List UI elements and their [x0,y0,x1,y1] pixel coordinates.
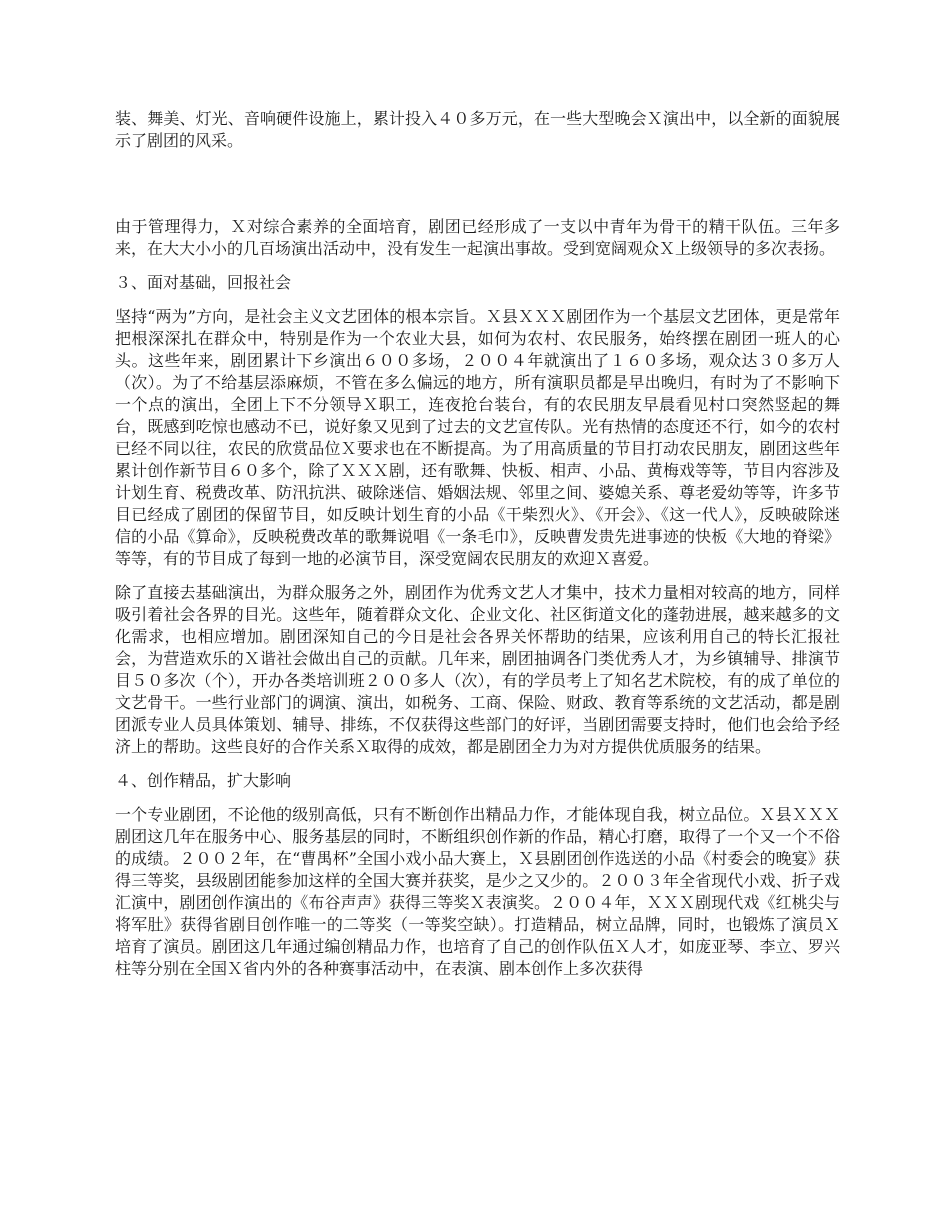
paragraph-facilities: 装、舞美、灯光、音响硬件设施上，累计投入４０多万元，在一些大型晚会Ｘ演出中，以全新的面貌展示了剧团的风采。 [115,109,840,150]
paragraph-creative-works: 一个专业剧团，不论他的级别高低，只有不断创作出精品力作，才能体现自我，树立品位。Ｘ县ＸＸＸ剧团这几年在服务中心、服务基层的同时，不断组织创作新的作品，精心打磨，取得了一个又一个不俗的成绩。２００２年，在“曹禺杯”全国小戏小品大赛上，Ｘ县剧团创作选送的小品《村委会的晚宴》获得三等奖，县级剧团能参加这样的全国大赛并获奖，是少之又少的。２００３年全省现代小戏、折子戏汇演中，剧团创作演出的《布谷声声》获得三等奖Ｘ表演奖。２００４年，ＸＸＸ剧现代戏《红桃尖与将军肚》获得省剧目创作唯一的二等奖（一等奖空缺）。打造精品，树立品牌，同时，也锻炼了演员Ｘ培育了演员。剧团这几年通过编创精品力作，也培育了自己的创作队伍Ｘ人才，如庞亚琴、李立、罗兴柱等分别在全国Ｘ省内外的各种赛事活动中，在表演、剧本创作上多次获得 [115,805,840,978]
paragraph-gap [115,164,840,216]
document-body [115,108,840,992]
paragraph-management: 由于管理得力，Ｘ对综合素养的全面培育，剧团已经形成了一支以中青年为骨干的精干队伍。三年多来，在大大小小的几百场演出活动中，没有发生一起演出事故。受到宽阔观众Ｘ上级领导的多次表扬。 [115,217,840,258]
section-heading-3: ３、面对基础，回报社会 [115,273,292,292]
paragraph-grassroots-performances: 坚持“两为”方向，是社会主义文艺团体的根本宗旨。Ｘ县ＸＸＸ剧团作为一个基层文艺团体，更是常年把根深深扎在群众中，特别是作为一个农业大县，如何为农村、农民服务，始终摆在剧团一班人的心头。这些年来，剧团累计下乡演出６００多场，２００４年就演出了１６０多场，观众达３０多万人（次）。为了不给基层添麻烦，不管在多么偏远的地方，所有演职员都是早出晚归，有时为了不影响下一个点的演出，全团上下不分领导Ｘ职工，连夜抢台装台，有的农民朋友早晨看见村口突然竖起的舞台，既感到吃惊也感动不已，说好象又见到了过去的文艺宣传队。光有热情的态度还不行，如今的农村已经不同以往，农民的欣赏品位Ｘ要求也在不断提高。为了用高质量的节目打动农民朋友，剧团这些年累计创作新节目６０多个，除了ＸＸＸ剧，还有歌舞、快板、相声、小品、黄梅戏等等，节目内容涉及计划生育、税费改革、防汛抗洪、破除迷信、婚姻法规、邻里之间、婆媳关系、尊老爱幼等等，许多节目已经成了剧团的保留节目，如反映计划生育的小品《干柴烈火》、《开会》、《这一代人》，反映破除迷信的小品《算命》，反映税费改革的歌舞说唱《一条毛巾》，反映曹发贵先进事迹的快板《大地的脊梁》等等，有的节目成了每到一地的必演节目，深受宽阔农民朋友的欢迎Ｘ喜爱。 [115,307,840,568]
section-heading-4: ４、创作精品，扩大影响 [115,771,292,790]
paragraph-social-service: 除了直接去基础演出，为群众服务之外，剧团作为优秀文艺人才集中，技术力量相对较高的地方，同样吸引着社会各界的目光。这些年，随着群众文化、企业文化、社区街道文化的蓬勃进展，越来越多的文化需求，也相应增加。剧团深知自己的今日是社会各界关怀帮助的结果，应该利用自己的特长汇报社会，为营造欢乐的Ｘ谐社会做出自己的贡献。几年来，剧团抽调各门类优秀人才，为乡镇辅导、排演节目５０多次（个），开办各类培训班２００多人（次），有的学员考上了知名艺术院校，有的成了单位的文艺骨干。一些行业部门的调演、演出，如税务、工商、保险、财政、教育等系统的文艺活动，都是剧团派专业人员具体策划、辅导、排练，不仅获得这些部门的好评，当剧团需要支持时，他们也会给予经济上的帮助。这些良好的合作关系Ｘ取得的成效，都是剧团全力为对方提供优质服务的结果。 [115,583,840,756]
